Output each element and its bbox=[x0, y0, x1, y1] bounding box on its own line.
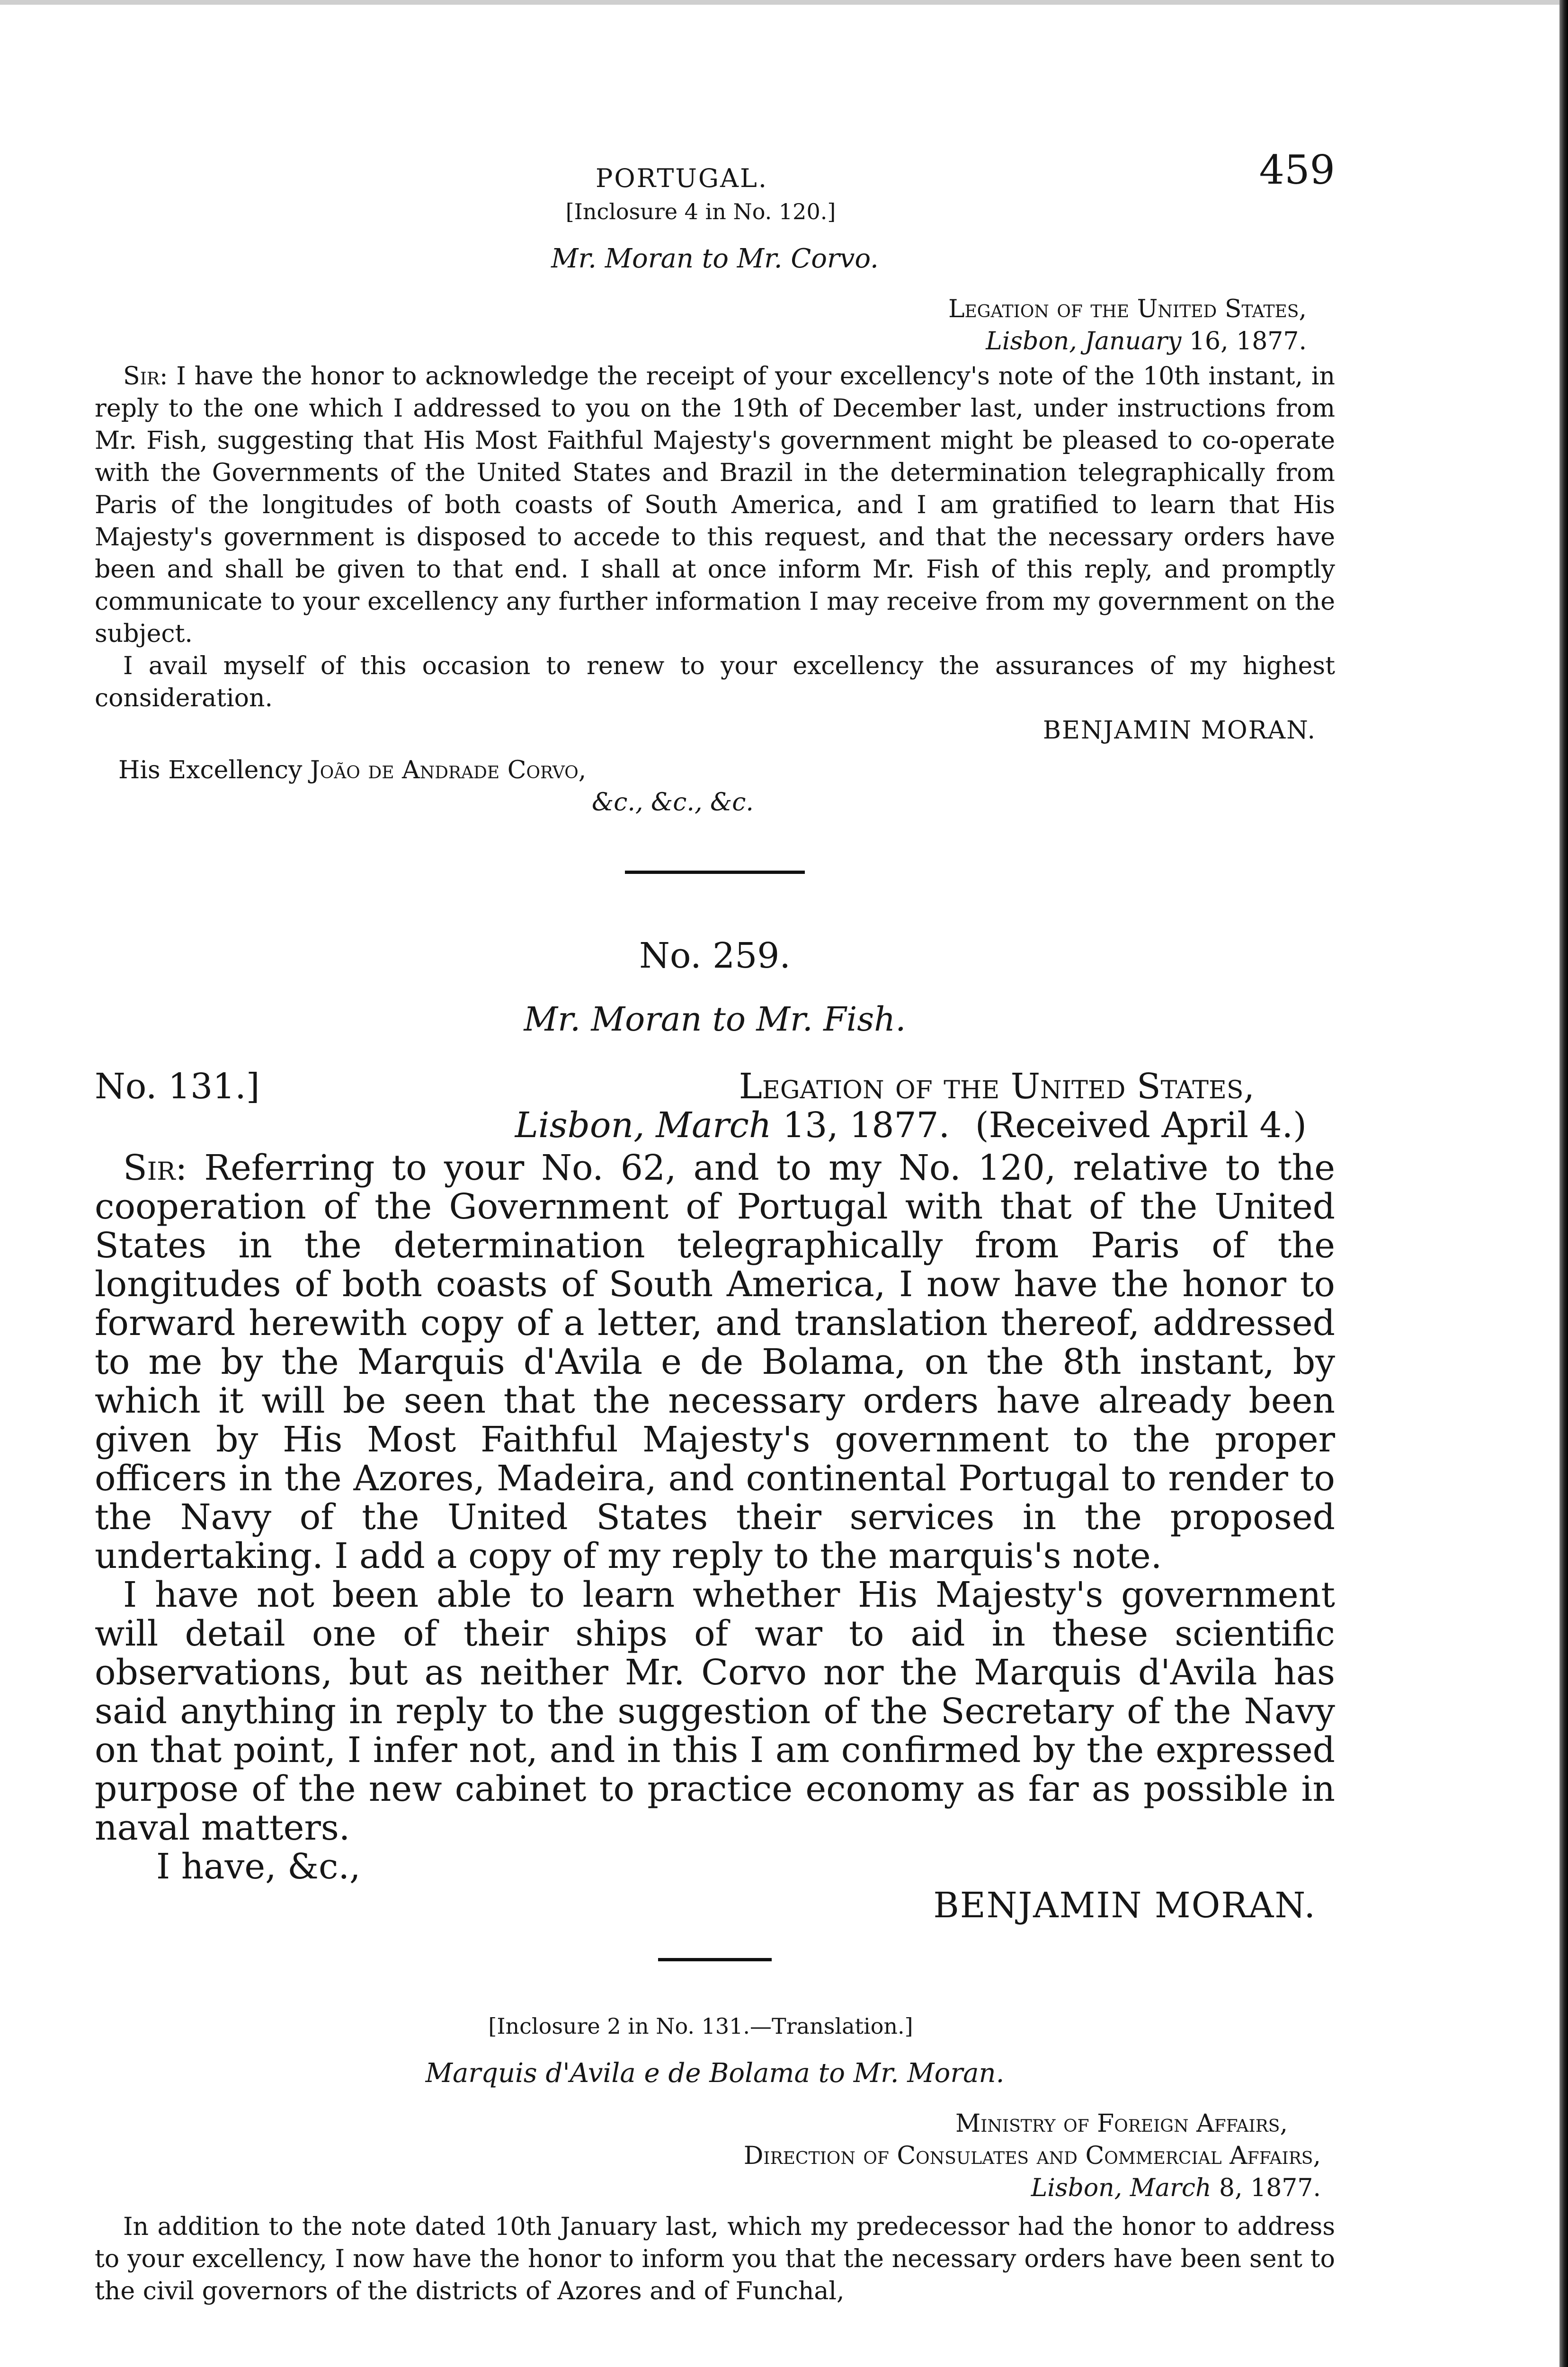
despatch-place: Legation of the United States, bbox=[739, 1066, 1255, 1107]
letter-moran-to-corvo bbox=[95, 199, 1335, 819]
letter-date bbox=[95, 325, 1335, 357]
letter-body-paragraph: In addition to the note dated 10th January last, which my predecessor had the honor to address to your excellency, I now have the honor to inform you that the necessary orders have been sent to the civil governors of the districts of Azores and of Funchal, bbox=[95, 2213, 1335, 2305]
date-place: Lisbon, bbox=[1031, 2174, 1123, 2202]
received-note: (Received April 4.) bbox=[975, 1105, 1307, 1146]
signature: BENJAMIN MORAN. bbox=[933, 1885, 1316, 1926]
body-text: I have the honor to acknowledge the receipt of your excellency's note of the 10th instant, in reply to the one which I addressed to you on the 19th of December last, under instructions from Mr. Fish, suggesting that His Most Faithful Majesty's government might be pleased to co-operate with the Governments of the United States and Brazil in the determination telegraphically from Paris of the longitudes of both coasts of South America, and I am gratified to learn that His Majesty's government is disposed to accede to this request, and that the necessary orders have been and shall be given to that end. I shall at once inform Mr. Fish of this reply, and promptly communicate to your excellency any further information I may receive from my government on the subject. bbox=[95, 362, 1335, 648]
page-binding-edge bbox=[1559, 0, 1568, 2367]
body-text: Referring to your No. 62, and to my No. 120, relative to the cooperation of the Government of Portugal with that of the United States in the determination telegraphically from Paris of the longitudes of both coasts of South America, I now have the honor to forward herewith copy of a letter, and translation thereof, addressed to me by the Marquis d'Avila e de Bolama, on the 8th instant, by which it will be seen that the necessary orders have already been given by His Most Faithful Majesty's government to the proper officers in the Azores, Madeira, and continental Portugal to render to the Navy of the United States their services in the proposed undertaking. I add a copy of my reply to the marquis's note. bbox=[95, 1148, 1335, 1576]
date-month: March bbox=[656, 1105, 772, 1146]
date-rest: 13, 1877. bbox=[783, 1105, 950, 1146]
despatch-closing: I have, &c., bbox=[156, 1846, 361, 1887]
section-divider bbox=[658, 1958, 772, 1961]
salutation: Sir: bbox=[123, 362, 168, 391]
date-month: January bbox=[1085, 327, 1182, 356]
letter-body-paragraph bbox=[95, 360, 1335, 650]
inclosure-label: [Inclosure 2 in No. 131.—Translation.] bbox=[488, 2013, 913, 2039]
letter-date bbox=[95, 2172, 1335, 2204]
date-rest: 8, 1877. bbox=[1219, 2174, 1321, 2202]
document-number: No. 259. bbox=[639, 935, 791, 976]
page-top-edge bbox=[0, 0, 1568, 5]
letter-heading: Mr. Moran to Mr. Corvo. bbox=[551, 243, 879, 274]
despatch-moran-to-fish bbox=[95, 935, 1335, 1925]
letter-place: Legation of the United States, bbox=[948, 295, 1307, 323]
date-place: Lisbon, bbox=[986, 327, 1077, 356]
inclosure-label: [Inclosure 4 in No. 120.] bbox=[565, 199, 836, 224]
page-number: 459 bbox=[1259, 147, 1335, 193]
despatch-heading: Mr. Moran to Mr. Fish. bbox=[524, 1000, 906, 1039]
date-month: March bbox=[1130, 2174, 1212, 2202]
letter-closing-paragraph: I avail myself of this occasion to renew to your excellency the assurances of my highest consideration. bbox=[95, 652, 1335, 712]
addressee-prefix: His Excellency bbox=[118, 756, 303, 784]
letter-avila-to-moran bbox=[95, 2013, 1335, 2307]
salutation: Sir: bbox=[123, 1148, 187, 1188]
despatch-body-paragraph bbox=[95, 1148, 1335, 1575]
letter-place-line-1: Ministry of Foreign Affairs, bbox=[955, 2109, 1288, 2138]
date-place: Lisbon, bbox=[515, 1105, 645, 1146]
date-rest: 16, 1877. bbox=[1189, 327, 1307, 356]
signature: BENJAMIN MORAN. bbox=[1042, 716, 1316, 745]
running-title: PORTUGAL. bbox=[596, 163, 768, 193]
despatch-body-paragraph-2: I have not been able to learn whether His Majesty's government will detail one of their ships of war to aid in these scientific observations, but as neither Mr. Corvo nor the Marquis d'Avila has said anything in reply to the suggestion of the Secretary of the Navy on that point, I infer not, and in this I am confirmed by the expressed purpose of the new cabinet to practice economy as far as possible in naval matters. bbox=[95, 1575, 1335, 1848]
despatch-ref: No. 131.] bbox=[95, 1066, 260, 1107]
document-page bbox=[95, 118, 1335, 2307]
addressee-etc: &c., &c., &c. bbox=[592, 788, 754, 817]
despatch-date bbox=[95, 1106, 1335, 1145]
letter-heading: Marquis d'Avila e de Bolama to Mr. Moran. bbox=[425, 2058, 1005, 2089]
letter-place-line-2: Direction of Consulates and Commercial Affairs, bbox=[743, 2142, 1321, 2170]
despatch-ref-line bbox=[95, 1067, 1335, 1106]
addressee-name: João de Andrade Corvo, bbox=[310, 756, 587, 784]
addressee bbox=[95, 754, 1335, 819]
running-head bbox=[95, 118, 1335, 193]
section-divider bbox=[625, 871, 805, 874]
